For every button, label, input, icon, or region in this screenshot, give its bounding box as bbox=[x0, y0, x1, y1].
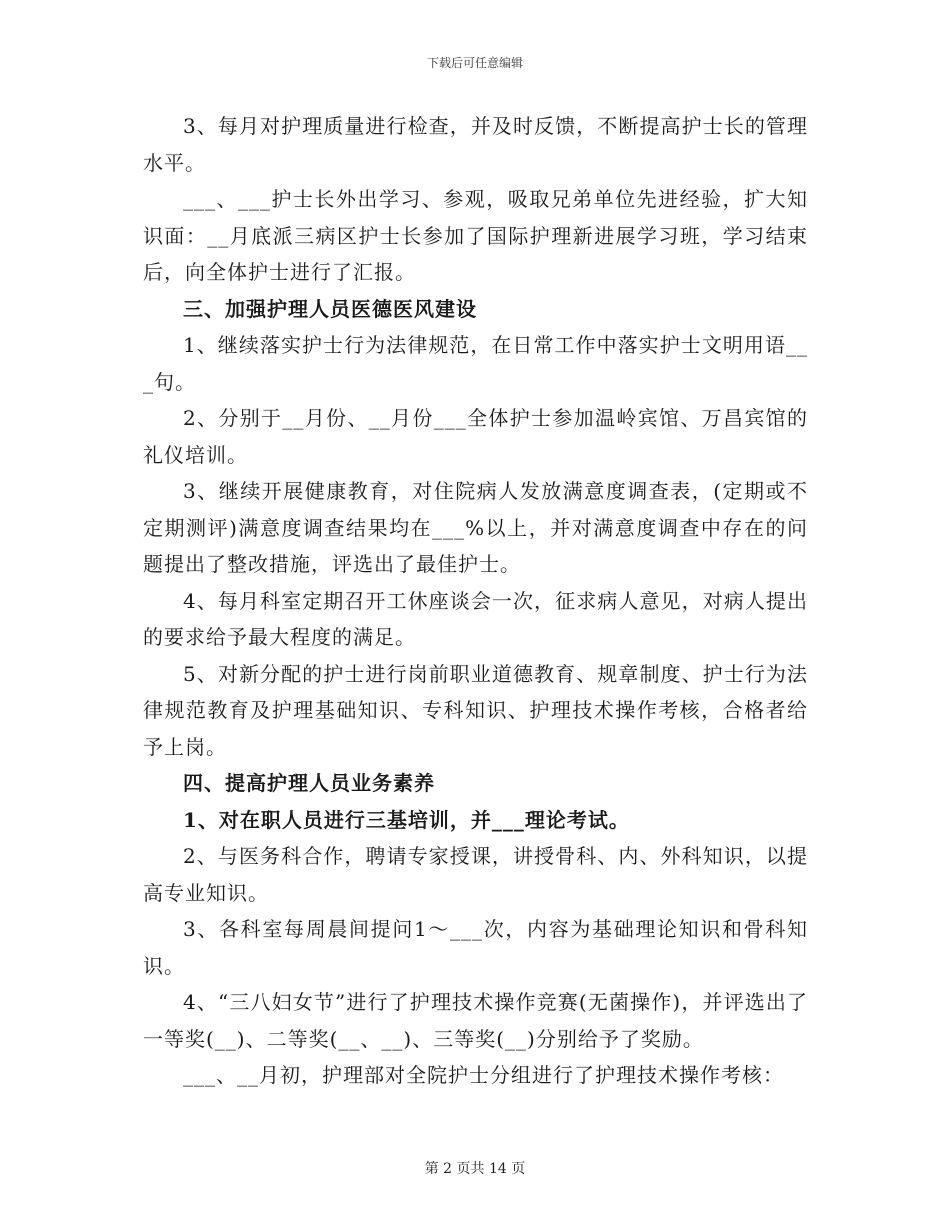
paragraph: 2、与医务科合作，聘请专家授课，讲授骨科、内、外科知识，以提高专业知识。 bbox=[143, 844, 808, 905]
paragraph: ___、___护士长外出学习、参观，吸取兄弟单位先进经验，扩大知识面：__月底派三病区护士长参加了国际护理新进展学习班，学习结束后，向全体护士进行了汇报。 bbox=[143, 187, 808, 284]
paragraph: ___、__月初，护理部对全院护士分组进行了护理技术操作考核： bbox=[183, 1063, 784, 1087]
paragraph: 4、每月科室定期召开工休座谈会一次，征求病人意见，对病人提出的要求给予最大程度的满足。 bbox=[143, 588, 808, 649]
page-footer: 第 2 页共 14 页 bbox=[424, 1161, 526, 1177]
paragraph: 4、“三八妇女节”进行了护理技术操作竞赛(无菌操作)，并评选出了一等奖(__)、二等奖(__、__)、三等奖(__)分别给予了奖励。 bbox=[143, 990, 808, 1051]
paragraph: 3、每月对护理质量进行检查，并及时反馈，不断提高护士长的管理水平。 bbox=[143, 114, 808, 175]
section-heading: 四、提高护理人员业务素养 bbox=[183, 771, 435, 795]
paragraph: 3、各科室每周晨间提问1～___次，内容为基础理论知识和骨科知识。 bbox=[143, 917, 808, 978]
paragraph: 5、对新分配的护士进行岗前职业道德教育、规章制度、护士行为法律规范教育及护理基础知识、专科知识、护理技术操作考核，合格者给予上岗。 bbox=[143, 661, 808, 759]
document-body bbox=[143, 108, 808, 1094]
paragraph: 3、继续开展健康教育，对住院病人发放满意度调查表，(定期或不定期测评)满意度调查结果均在___%以上，并对满意度调查中存在的问题提出了整改措施，评选出了最佳护士。 bbox=[143, 479, 808, 576]
paragraph: 1、继续落实护士行为法律规范，在日常工作中落实护士文明用语___句。 bbox=[143, 333, 808, 394]
page-header: 下载后可任意编辑 bbox=[426, 56, 523, 70]
paragraph: 2、分别于__月份、__月份___全体护士参加温岭宾馆、万昌宾馆的礼仪培训。 bbox=[143, 406, 808, 467]
paragraph-bold: 1、对在职人员进行三基培训，并___理论考试。 bbox=[183, 807, 630, 832]
section-heading: 三、加强护理人员医德医风建设 bbox=[183, 296, 477, 321]
